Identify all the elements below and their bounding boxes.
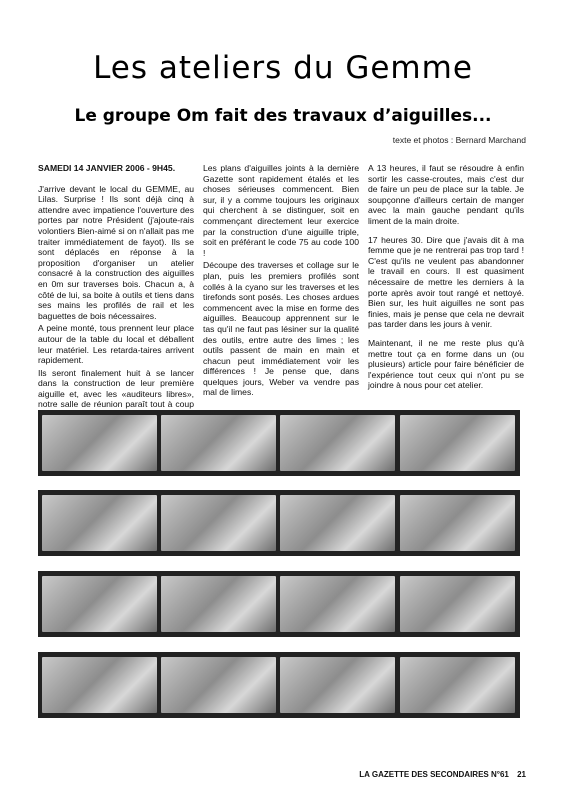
workshop-photo bbox=[42, 415, 157, 471]
workshop-photo bbox=[400, 415, 515, 471]
workshop-photo bbox=[42, 495, 157, 551]
workshop-photo bbox=[400, 576, 515, 632]
paragraph: Ils seront finalement huit à se lancer dans la construction de leur première aiguille et, avec les «auditeurs libres», notre salle de réunion paraît tout à coup bbox=[38, 367, 194, 410]
workshop-photo bbox=[280, 657, 395, 713]
workshop-photo bbox=[400, 495, 515, 551]
paragraph: J'arrive devant le local du GEMME, au Lilas. Surprise ! Ils sont déjà cinq à attendre avec impatience l'ouverture des portes par notre Président (j'ajoute-rais volontiers Bien-aimé si on n'allait pas me traiter immédiatement de fayot). Ils se sont déplacés en réponse à la proposition d'organiser un atelier consacré à la construction des aiguilles en 0m sur traverses bois. Chacun a, à côté de lui, sa boite à outils et tiens dans ses mains les profilés de rail et les baguettes de bois nécessaires. bbox=[38, 183, 194, 321]
paragraph: A 13 heures, il faut se résoudre à enfin sortir les casse-croutes, mais c'est dur de faire un peu de place sur la table. Je soupçonne d'ailleurs certain de manger avec la main gauche pendant qu'ils liment de la main droite. bbox=[368, 163, 524, 226]
photo-strip-4 bbox=[38, 652, 520, 718]
publication-name: LA GAZETTE DES SECONDAIRES N°61 bbox=[359, 770, 509, 779]
workshop-photo bbox=[280, 415, 395, 471]
text-column-1 bbox=[38, 163, 194, 433]
workshop-photo bbox=[280, 576, 395, 632]
photo-strip-3 bbox=[38, 571, 520, 637]
article-subtitle: Le groupe Om fait des travaux d’aiguilles... bbox=[74, 106, 492, 126]
workshop-photo bbox=[161, 576, 276, 632]
workshop-photo bbox=[161, 495, 276, 551]
date-heading: SAMEDI 14 JANVIER 2006 - 9H45. bbox=[38, 163, 176, 173]
photo-strip-2 bbox=[38, 490, 520, 556]
photo-credit: texte et photos : Bernard Marchand bbox=[392, 135, 526, 145]
workshop-photo bbox=[161, 415, 276, 471]
text-column-3 bbox=[368, 163, 524, 393]
paragraph: Maintenant, il ne me reste plus qu'à mettre tout ça en forme dans un (ou plusieurs) article pour faire bénéficier de l'expérience tout ceux qui n'ont pu se joindre à nous pour cet atelier. bbox=[368, 337, 524, 391]
paragraph: A peine monté, tous prennent leur place autour de la table du local et déballent leur matériel. Les retarda-taires arrivent rapidement. bbox=[38, 323, 194, 366]
text-column-2 bbox=[203, 163, 359, 400]
article-title: Les ateliers du Gemme bbox=[93, 50, 473, 86]
paragraph: Les plans d'aiguilles joints à la dernière Gazette sont rapidement étalés et les choses sérieuses commencent. Bien sur, il y a comme toujours les originaux qui cherchent à se distinguer, soit en commençant directement leur exercice par la construction d'une aiguille triple, soit en préférant le code 75 au code 100 ! bbox=[203, 163, 359, 258]
workshop-photo bbox=[280, 495, 395, 551]
page-number: 21 bbox=[517, 770, 526, 779]
workshop-photo bbox=[42, 657, 157, 713]
workshop-photo bbox=[400, 657, 515, 713]
paragraph: Découpe des traverses et collage sur le plan, puis les premiers profilés sont collés à la cyano sur les traverses et les tirefonds sont posés. Les choses ardues commencent avec la mise en forme des aiguilles. Beaucoup apprennent sur le tas qu'il ne faut pas lésiner sur la qualité des outils, entre autre des limes ; les outils passent de main en main et chacun peut immédiatement voir les différences ! Je pense que, dans quelques jours, Weber va vendre pas mal de limes. bbox=[203, 260, 359, 398]
workshop-photo bbox=[42, 576, 157, 632]
workshop-photo bbox=[161, 657, 276, 713]
paragraph: 17 heures 30. Dire que j'avais dit à ma femme que je ne rentrerai pas trop tard ! C'est qu'ils ne veulent pas abandonner le travail en cours. Il est quasiment nécessaire de mettre les derniers à la porte après avoir tout rangé et nettoyé. Bien sur, les huit aiguilles ne sont pas finies, mais je pense que cela ne devrait pas tarder dans les jours à venir. bbox=[368, 234, 524, 330]
photo-strip-1 bbox=[38, 410, 520, 476]
page-footer bbox=[353, 770, 526, 779]
